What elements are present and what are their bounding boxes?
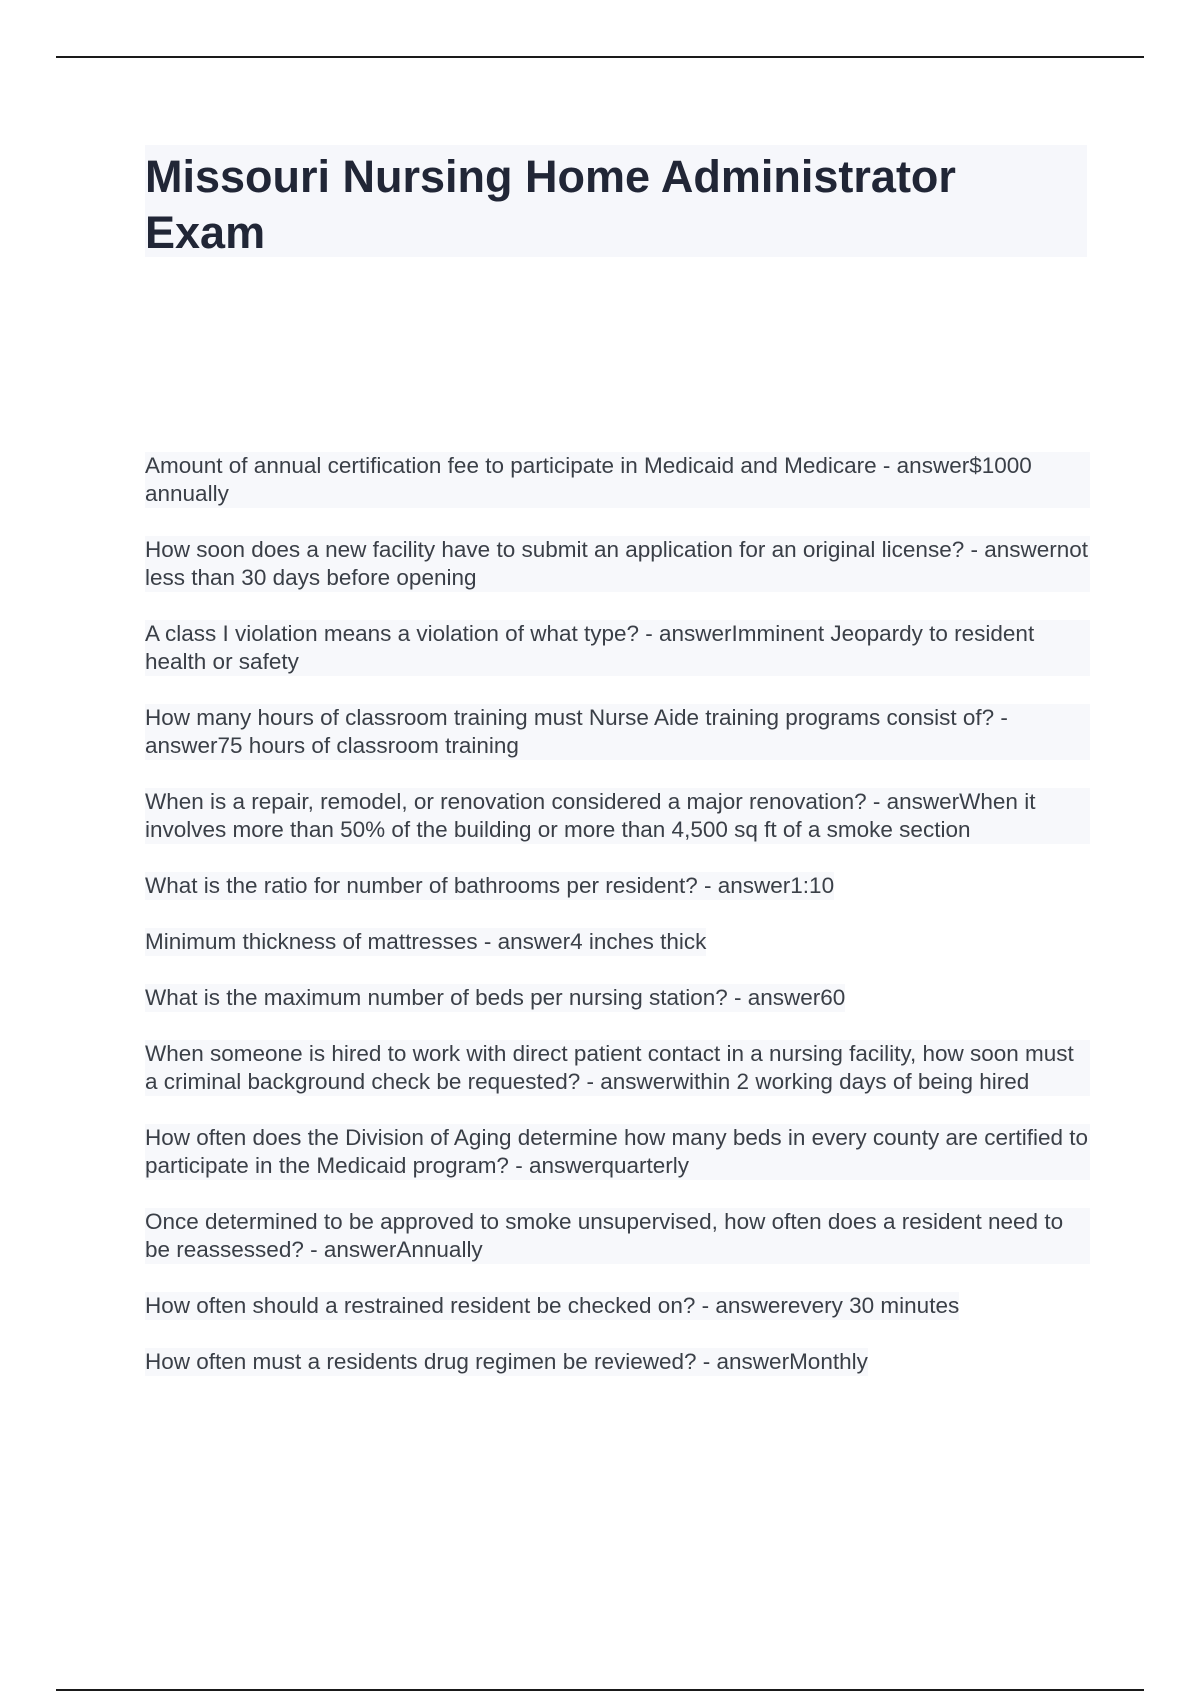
qa-item: What is the maximum number of beds per nursing station? - answer60 <box>145 985 846 1010</box>
qa-item: How soon does a new facility have to submit an application for an original license? - answernot less than 30 days before opening <box>145 537 1089 590</box>
qa-item: When is a repair, remodel, or renovation considered a major renovation? - answerWhen it involves more than 50% of the building or more than 4,500 sq ft of a smoke section <box>145 788 1090 844</box>
qa-item: When someone is hired to work with direct patient contact in a nursing facility, how soon must a criminal background check be requested? - answerwithin 2 working days of being hired <box>145 1040 1090 1096</box>
qa-item: Amount of annual certification fee to participate in Medicaid and Medicare - answer$1000 annually <box>145 452 1090 508</box>
qa-item: How often should a restrained resident be checked on? - answerevery 30 minutes <box>145 1293 960 1318</box>
qa-item: What is the ratio for number of bathrooms per resident? - answer1:10 <box>145 873 835 898</box>
qa-item: How often does the Division of Aging determine how many beds in every county are certified to participate in the Medicaid program? - answerquarterly <box>145 1125 1089 1178</box>
bottom-divider <box>56 1689 1144 1691</box>
title-block <box>145 145 1087 257</box>
top-divider <box>56 56 1144 58</box>
qa-item: A class I violation means a violation of what type? - answerImminent Jeopardy to resident health or safety <box>145 620 1090 676</box>
qa-list <box>145 452 1090 1404</box>
qa-item: How many hours of classroom training must Nurse Aide training programs consist of? - answer75 hours of classroom training <box>145 704 1090 760</box>
qa-item: Once determined to be approved to smoke unsupervised, how often does a resident need to be reassessed? - answerAnnually <box>145 1208 1090 1264</box>
page-title: Missouri Nursing Home Administrator Exam <box>145 151 956 258</box>
qa-item: How often must a residents drug regimen be reviewed? - answerMonthly <box>145 1349 868 1374</box>
qa-item: Minimum thickness of mattresses - answer4 inches thick <box>145 929 707 954</box>
